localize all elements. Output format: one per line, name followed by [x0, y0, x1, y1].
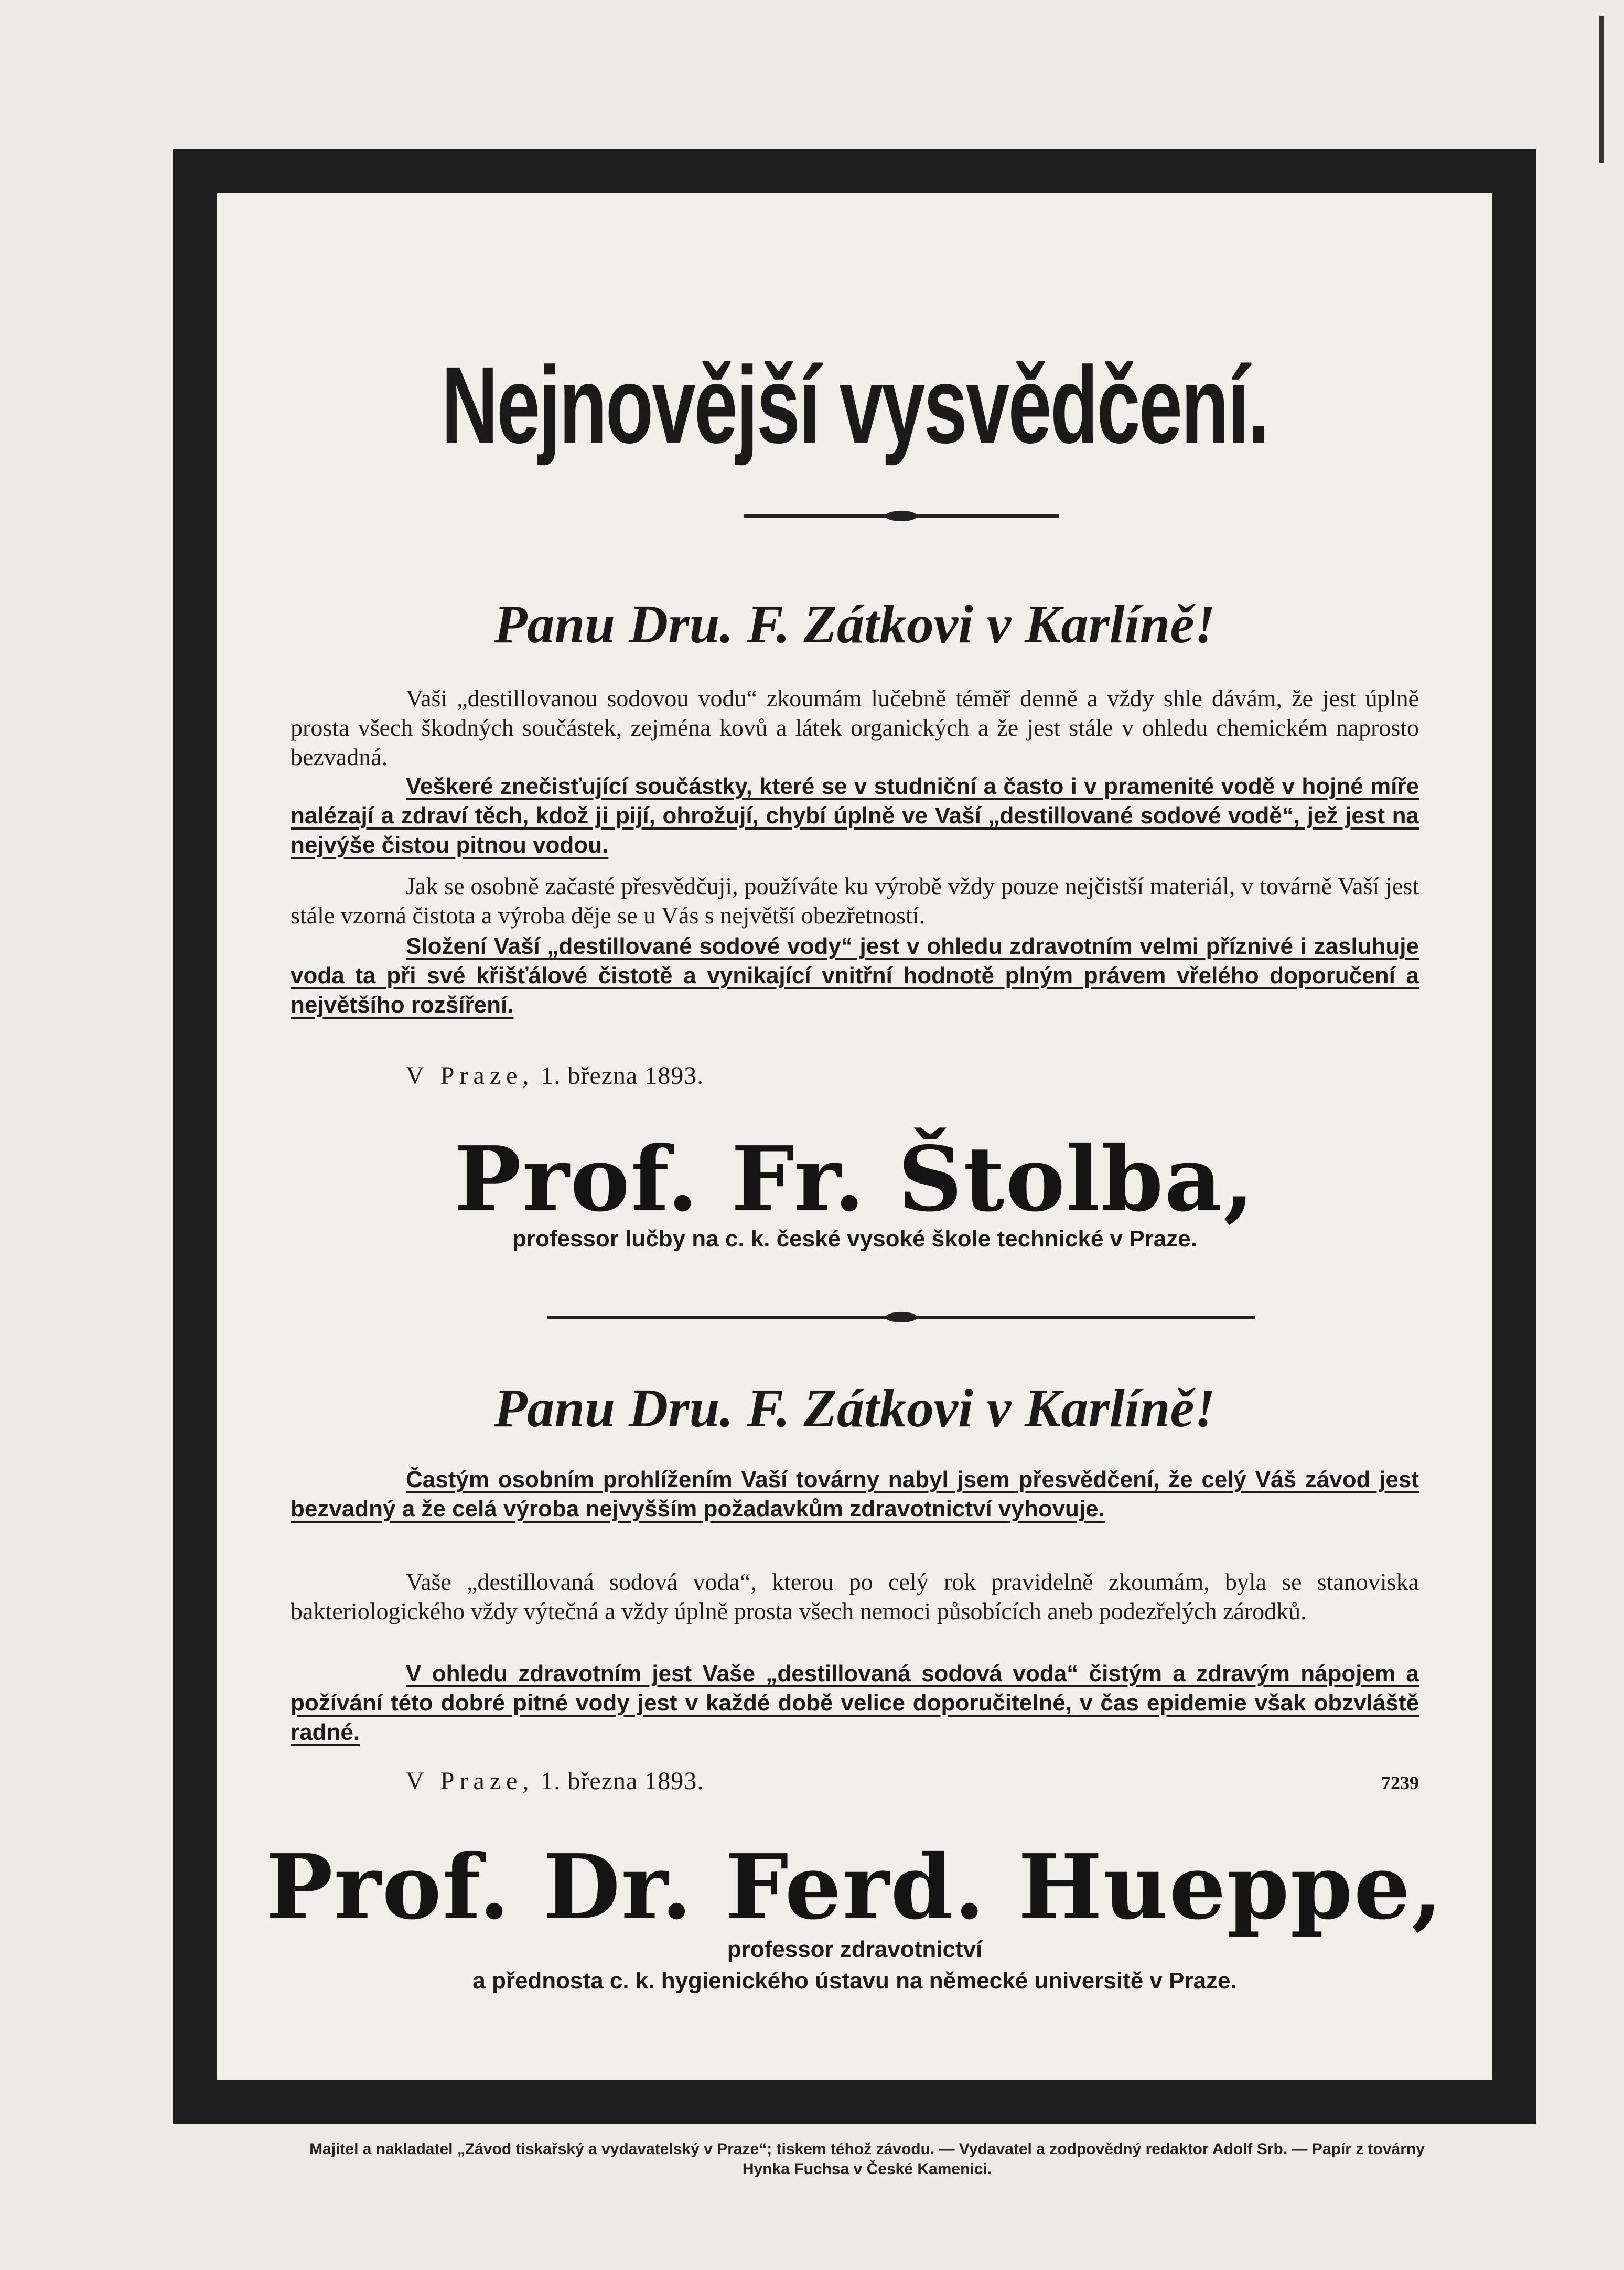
page-title: Nejnovější vysvědčení. [441, 345, 1268, 466]
letter2-signer-role-line1: professor zdravotnictví [727, 1937, 983, 1962]
advertisement-frame [173, 149, 1536, 2124]
letter1-salutation: Panu Dru. F. Zátkovi v Karlíně! [493, 594, 1216, 654]
letter2-signer-role-line2: a přednosta c. k. hygienického ústavu na německé universitě v Praze. [472, 1968, 1237, 1994]
letter1-date-place: V Praze, [406, 1062, 534, 1090]
page-edge-mark [1599, 16, 1604, 163]
letter1-date: 1. března 1893. [541, 1062, 704, 1090]
letter1-paragraph-3: Jak se osobně začasté přesvědčuji, používáte ku výrobě vždy pouze nejčistší materiál, v továrně Vaší jest stále vzorná čistota a výroba děje se u Vás s největší obezřetností. [291, 873, 1419, 929]
section-ornament-divider [547, 1316, 1255, 1319]
letter2-paragraph-1: Častým osobním prohlížením Vaší továrny nabyl jsem přesvědčení, že celý Váš závod jest bezvadný a že celá výroba nejvyšším požadavkům zdravotnictví vyhovuje. [291, 1467, 1419, 1522]
imprint-line-2: Hynka Fuchsa v České Kamenici. [742, 2160, 992, 2178]
letter2-paragraph-3: V ohledu zdravotním jest Vaše „destillovaná sodová voda“ čistým a zdravým nápojem a požívání této dobré pitné vody jest v každé době velice doporučitelné, v čas epidemie však obzvláště radné. [291, 1661, 1419, 1745]
letter2-ref-number: 7239 [1381, 1772, 1419, 1793]
letter2-paragraph-2: Vaše „destillovaná sodová voda“, kterou po celý rok pravidelně zkoumám, byla se stanoviska bakteriologického vždy výtečná a vždy úplně prosta všech nemoci působících aneb podezřelých zárodků. [291, 1568, 1419, 1624]
letter1-dateline [406, 1061, 704, 1090]
advertisement-content [217, 193, 1492, 2080]
imprint-footer [189, 2139, 1545, 2179]
letter1-paragraph-4: Složení Vaší „destillované sodové vody“ jest v ohledu zdravotním velmi příznivé i zasluhuje voda ta při své křišťálové čistotě a vynikající vnitřní hodnotě plným právem vřelého doporučení a největšího rozšíření. [291, 933, 1419, 1018]
letter1-signer: Prof. Fr. Štolba, [454, 1127, 1255, 1232]
letter2-date: 1. března 1893. [541, 1767, 704, 1795]
letter1-paragraph-1: Vaši „destillovanou sodovou vodu“ zkoumám lučebně téměř denně a vždy shle dávám, že jest úplně prosta všech škodných součástek, zejména kovů a látek organických a že jest stále v ohledu chemickém naprosto bezvadná. [291, 685, 1419, 770]
imprint-line-1: Majitel a nakladatel „Závod tiskařský a vydavatelský v Praze“; tiskem téhož závodu. — Vydavatel a zodpovědný redaktor Adolf Srb. — Papír z továrny [309, 2140, 1425, 2158]
letter1-signer-role: professor lučby na c. k. české vysoké škole technické v Praze. [512, 1226, 1198, 1252]
letter2-dateline [406, 1767, 704, 1795]
title-ornament-divider [744, 514, 1059, 518]
letter2-date-place: V Praze, [406, 1767, 534, 1795]
letter2-salutation: Panu Dru. F. Zátkovi v Karlíně! [493, 1378, 1216, 1438]
letter2-signer: Prof. Dr. Ferd. Hueppe, [266, 1835, 1444, 1940]
letter1-paragraph-2: Veškeré znečisťující součástky, které se v studniční a často i v pramenité vodě v hojné míře nalézají a zdraví těch, kdož ji pijí, ohrožují, chybí úplně ve Vaší „destillované sodové vodě“, jež jest na nejvýše čistou pitnou vodou. [291, 773, 1419, 858]
